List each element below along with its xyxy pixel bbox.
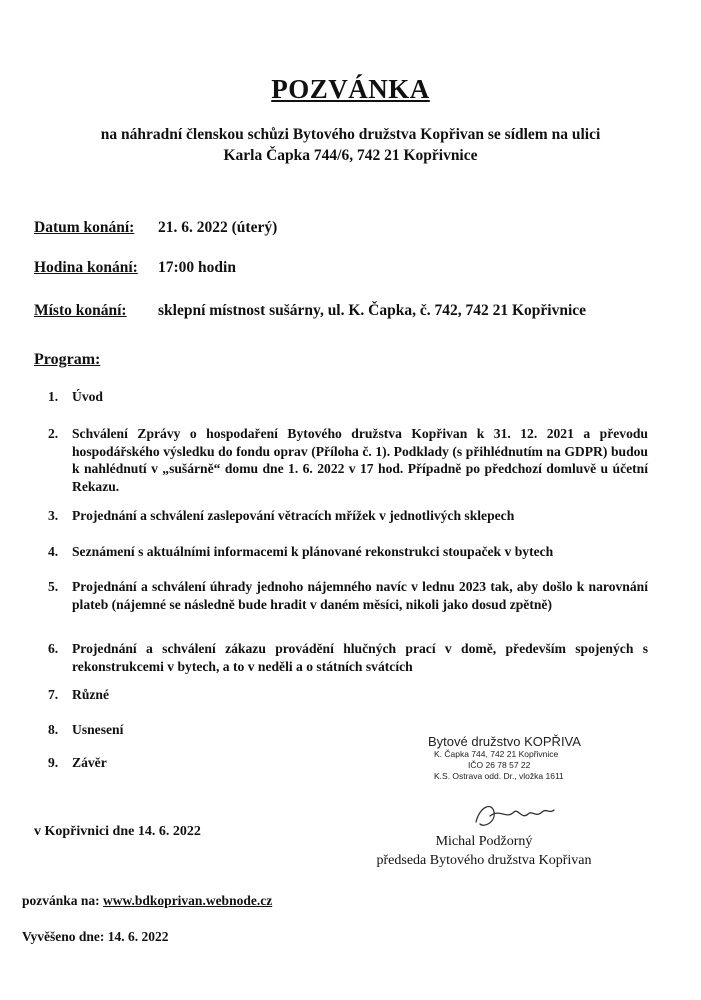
program-item-number: 6. xyxy=(48,641,59,656)
meeting-place-label: Místo konání: xyxy=(34,302,127,319)
document-subtitle xyxy=(40,124,661,166)
program-item-number: 8. xyxy=(48,722,59,737)
program-item xyxy=(48,686,648,704)
program-item-number: 5. xyxy=(48,579,59,594)
posted-date: Vyvěšeno dne: 14. 6. 2022 xyxy=(22,929,169,944)
place-and-date: v Kopřivnici dne 14. 6. 2022 xyxy=(34,824,201,839)
invitation-link-line xyxy=(22,893,272,909)
handwritten-signature xyxy=(470,798,560,832)
meeting-date-value: 21. 6. 2022 (úterý) xyxy=(158,219,278,236)
meeting-time-row xyxy=(34,259,236,277)
program-item-text: Schválení Zprávy o hospodaření Bytového družstva Kopřivan k 31. 12. 2021 a převodu hospodářského výsledku do fondu oprav (Příloha č. 1). Podklady (s přihlédnutím na GDPR) budou k nahlédnutí v „sušárně“ domu dne 1. 6. 2022 v 17 hod. Případně po předchozí domluvě u účetní Rekazu. xyxy=(72,426,648,494)
program-item-text: Úvod xyxy=(72,389,103,404)
invitation-link-label: pozvánka na: xyxy=(22,893,104,908)
program-item-number: 1. xyxy=(48,389,59,404)
program-item-text: Projednání a schválení úhrady jednoho nájemného navíc v lednu 2023 tak, aby došlo k narovnání plateb (nájemné se následně bude hradit v daném měsíci, nikoli jako dosud zpětně) xyxy=(72,579,648,612)
program-item xyxy=(48,425,648,495)
meeting-place-value: sklepní místnost sušárny, ul. K. Čapka, č. 742, 742 21 Kopřivnice xyxy=(158,302,587,319)
program-item-text: Seznámení s aktuálními informacemi k plánované rekonstrukci stoupaček v bytech xyxy=(72,544,554,559)
stamp-address: K. Čapka 744, 742 21 Kopřivnice xyxy=(434,749,559,759)
program-item-number: 9. xyxy=(48,755,59,770)
stamp-ico: IČO 26 78 57 22 xyxy=(468,760,531,770)
signer-block xyxy=(364,832,604,870)
meeting-time-label: Hodina konání: xyxy=(34,259,138,276)
signer-role: předseda Bytového družstva Kopřivan xyxy=(376,853,592,868)
program-item-number: 2. xyxy=(48,426,59,441)
program-item-text: Projednání a schválení zákazu provádění hlučných prací v domě, především spojených s rekonstrukcemi v bytech, a to v neděli a o státních svátcích xyxy=(72,641,648,674)
program-item xyxy=(48,543,648,561)
stamp-registry: K.S. Ostrava odd. Dr., vložka 1611 xyxy=(434,771,564,781)
program-item-text: Usnesení xyxy=(72,722,124,737)
program-item xyxy=(48,388,648,406)
subtitle-line-2: Karla Čapka 744/6, 742 21 Kopřivnice xyxy=(223,147,478,164)
stamp-org-name: Bytové družstvo KOPŘIVA xyxy=(428,734,581,749)
program-item-number: 7. xyxy=(48,687,59,702)
document-title: POZVÁNKA xyxy=(271,74,430,104)
meeting-place-row xyxy=(34,302,587,320)
organization-stamp xyxy=(428,734,588,782)
subtitle-line-1: na náhradní členskou schůzi Bytového družstva Kopřivan se sídlem na ulici xyxy=(100,126,601,143)
signer-name: Michal Podžorný xyxy=(435,834,533,849)
invitation-website-link[interactable]: www.bdkoprivan.webnode.cz xyxy=(103,893,273,908)
program-item-text: Projednání a schválení zaslepování větracích mřížek v jednotlivých sklepech xyxy=(72,508,515,523)
program-item xyxy=(48,640,648,675)
meeting-date-row xyxy=(34,219,278,237)
program-item xyxy=(48,507,648,525)
program-item xyxy=(48,578,648,613)
program-item-number: 4. xyxy=(48,544,59,559)
program-item-text: Závěr xyxy=(72,755,107,770)
program-item-text: Různé xyxy=(72,687,110,702)
meeting-time-value: 17:00 hodin xyxy=(158,259,236,276)
meeting-date-label: Datum konání: xyxy=(34,219,135,236)
program-item-number: 3. xyxy=(48,508,59,523)
program-heading: Program: xyxy=(34,351,101,368)
